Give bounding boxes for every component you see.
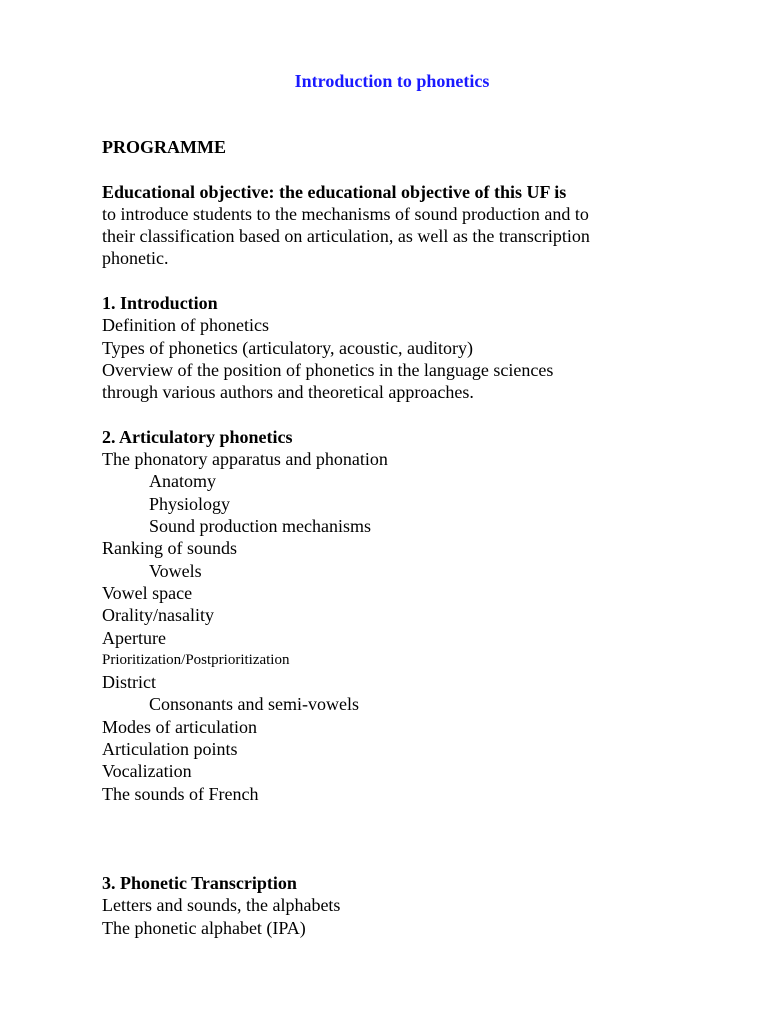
section-2-subitem: Consonants and semi-vowels (149, 694, 359, 715)
objective-line: to introduce students to the mechanisms of sound production and to (102, 203, 589, 224)
section-2-item: Aperture (102, 627, 166, 648)
section-2-item: Articulation points (102, 739, 238, 760)
objective-line: phonetic. (102, 248, 169, 269)
section-2-item: Ranking of sounds (102, 538, 237, 559)
section-1-line: Definition of phonetics (102, 315, 269, 336)
programme-heading: PROGRAMME (102, 137, 226, 157)
section-2-item: Vocalization (102, 761, 192, 782)
section-1-line: through various authors and theoretical approaches. (102, 382, 474, 403)
section-1-heading: 1. Introduction (102, 293, 218, 314)
section-2-item: Vowel space (102, 582, 193, 603)
section-2-subitem: Vowels (149, 560, 202, 581)
section-2-subitem: Anatomy (149, 471, 216, 492)
document-title: Introduction to phonetics (294, 71, 490, 91)
section-2-item: District (102, 672, 156, 693)
section-2-item: Orality/nasality (102, 605, 214, 626)
section-1-line: Overview of the position of phonetics in the language sciences (102, 359, 554, 380)
section-1-line: Types of phonetics (articulatory, acoustic, auditory) (102, 337, 473, 358)
document-body (102, 136, 702, 939)
section-3-line: The phonetic alphabet (IPA) (102, 917, 306, 938)
section-2-item: Prioritization/Postprioritization (102, 651, 290, 668)
section-2-item: The sounds of French (102, 783, 259, 804)
section-2-subitem: Sound production mechanisms (149, 516, 371, 537)
section-2-item: The phonatory apparatus and phonation (102, 449, 388, 470)
section-2-heading: 2. Articulatory phonetics (102, 426, 293, 447)
section-2-subitem: Physiology (149, 493, 231, 514)
objective-heading: Educational objective: the educational objective of this UF is (102, 181, 567, 202)
objective-line: their classification based on articulation, as well as the transcription (102, 226, 590, 247)
section-3-line: Letters and sounds, the alphabets (102, 895, 341, 916)
section-3-heading: 3. Phonetic Transcription (102, 872, 297, 893)
section-2-item: Modes of articulation (102, 716, 257, 737)
